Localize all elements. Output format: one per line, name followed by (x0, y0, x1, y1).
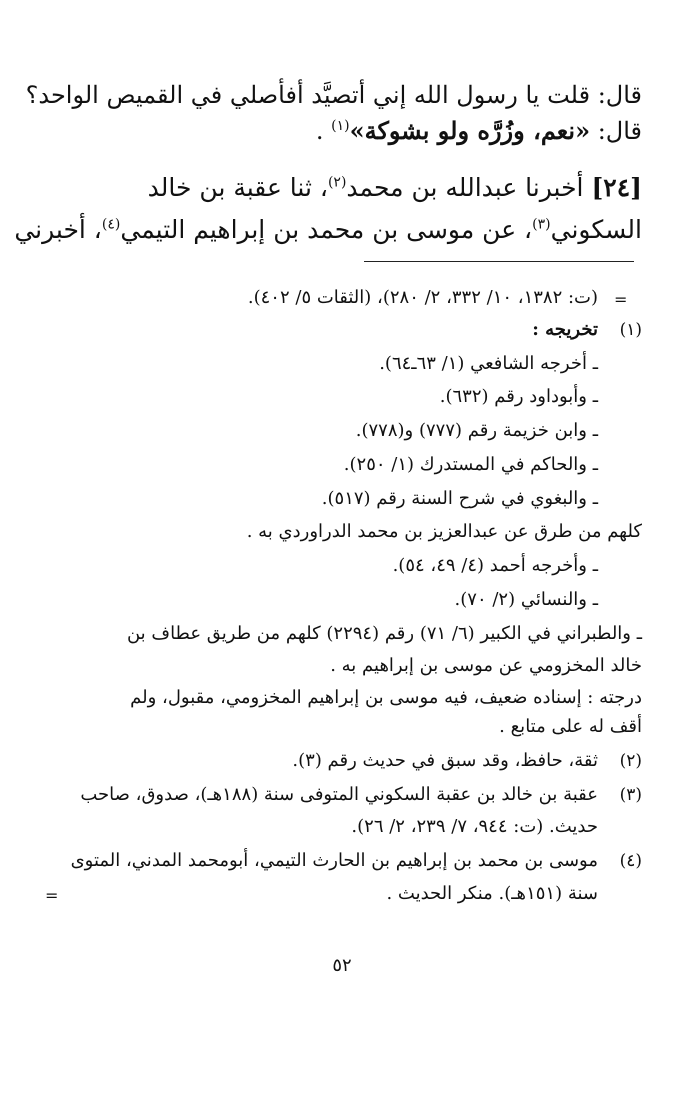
hadith-line-1-a: أخبرنا عبدالله بن محمد (346, 173, 592, 202)
hadith-number: [٢٤] (591, 173, 642, 202)
footnote-4-text: سنة (١٥١هـ). منكر الحديث . (386, 883, 598, 904)
hadith-line-2 (14, 212, 642, 248)
footnote-4-number: (٤) (619, 851, 642, 871)
footnote-ref-3: (٣) (532, 216, 551, 233)
footnote-1-item: ـ والحاكم في المستدرك (١/ ٢٥٠). (343, 454, 598, 475)
page-number: ٥٢ (332, 955, 352, 976)
footnote-1-heading: تخريجه : (532, 319, 598, 340)
footnote-3-text: عقبة بن خالد بن عقبة السكوني المتوفى سنة (١٨٨هـ)، صدوق، صاحب (80, 784, 598, 805)
footnote-ref-1: (١) (331, 118, 350, 134)
footnote-ref-4: (٤) (101, 216, 121, 233)
footnote-1-item: درجته : إسناده ضعيف، فيه موسى بن إبراهيم المخزومي، مقبول، ولم (130, 687, 642, 708)
footnote-1-item: ـ وأخرجه أحمد (٤/ ٤٩، ٥٤). (392, 555, 598, 576)
footnote-1-item: خالد المخزومي عن موسى بن إبراهيم به . (330, 655, 642, 676)
footnote-1-item: ـ والطبراني في الكبير (٦/ ٧١) رقم (٢٢٩٤) كلهم من طريق عطاف بن (126, 623, 642, 644)
footnote-3-number: (٣) (619, 785, 642, 805)
footnote-4-text: موسى بن محمد بن إبراهيم بن الحارث التيمي، أبومحمد المدني، المتوى (70, 850, 598, 871)
footnote-1-item: ـ وأبوداود رقم (٦٣٢). (439, 386, 598, 407)
main-line-2-quote: «نعم، وزُرَّه ولو بشوكة» (349, 116, 591, 145)
main-line-1-text: قال: قلت يا رسول الله إني أتصيَّد أفأصلي في القميص الواحد؟ (25, 81, 642, 109)
footnote-2-text: ثقة، حافظ، وقد سبق في حديث رقم (٣). (292, 750, 598, 771)
hadith-line-2-a: السكوني (550, 215, 642, 244)
footnote-1-item: ـ والبغوي في شرح السنة رقم (٥١٧). (321, 488, 598, 509)
main-text-line-2 (32, 114, 642, 148)
footnote-continuation: (ت: ١٣٨٢، ١٠/ ٣٣٢، ٢/ ٢٨٠)، (الثقات ٥/ ٤٠٢). (247, 287, 598, 308)
footnote-1-item: ـ أخرجه الشافعي (١/ ٦٣ـ٦٤). (379, 353, 598, 374)
footnote-1-item: أقف له على متابع . (499, 716, 642, 737)
hadith-line-1 (32, 170, 642, 206)
footnote-1-item: ـ والنسائي (٢/ ٧٠). (454, 589, 598, 610)
continuation-marker: = (614, 290, 628, 309)
footnote-2-number: (٢) (619, 751, 642, 771)
end-marker: = (45, 886, 59, 905)
footnote-ref-2: (٢) (327, 174, 347, 191)
footnote-1-number: (١) (619, 320, 642, 340)
footnote-divider (364, 261, 634, 262)
hadith-line-2-c: ، أخبرني (14, 215, 102, 244)
footnote-1-item: ـ وابن خزيمة رقم (٧٧٧) و(٧٧٨). (355, 420, 598, 441)
main-line-2-prefix: قال: (590, 117, 642, 145)
hadith-line-1-b: ، ثنا عقبة بن خالد (147, 173, 328, 202)
footnote-3-text: حديث. (ت: ٩٤٤، ٧/ ٢٣٩، ٢/ ٢٦). (351, 816, 598, 837)
footnote-1-item: كلهم من طرق عن عبدالعزيز بن محمد الدراوردي به . (246, 521, 642, 542)
hadith-line-2-b: ، عن موسى بن محمد بن إبراهيم التيمي (120, 215, 533, 244)
main-line-2-end: . (315, 117, 332, 145)
main-text-line-1 (25, 78, 642, 112)
